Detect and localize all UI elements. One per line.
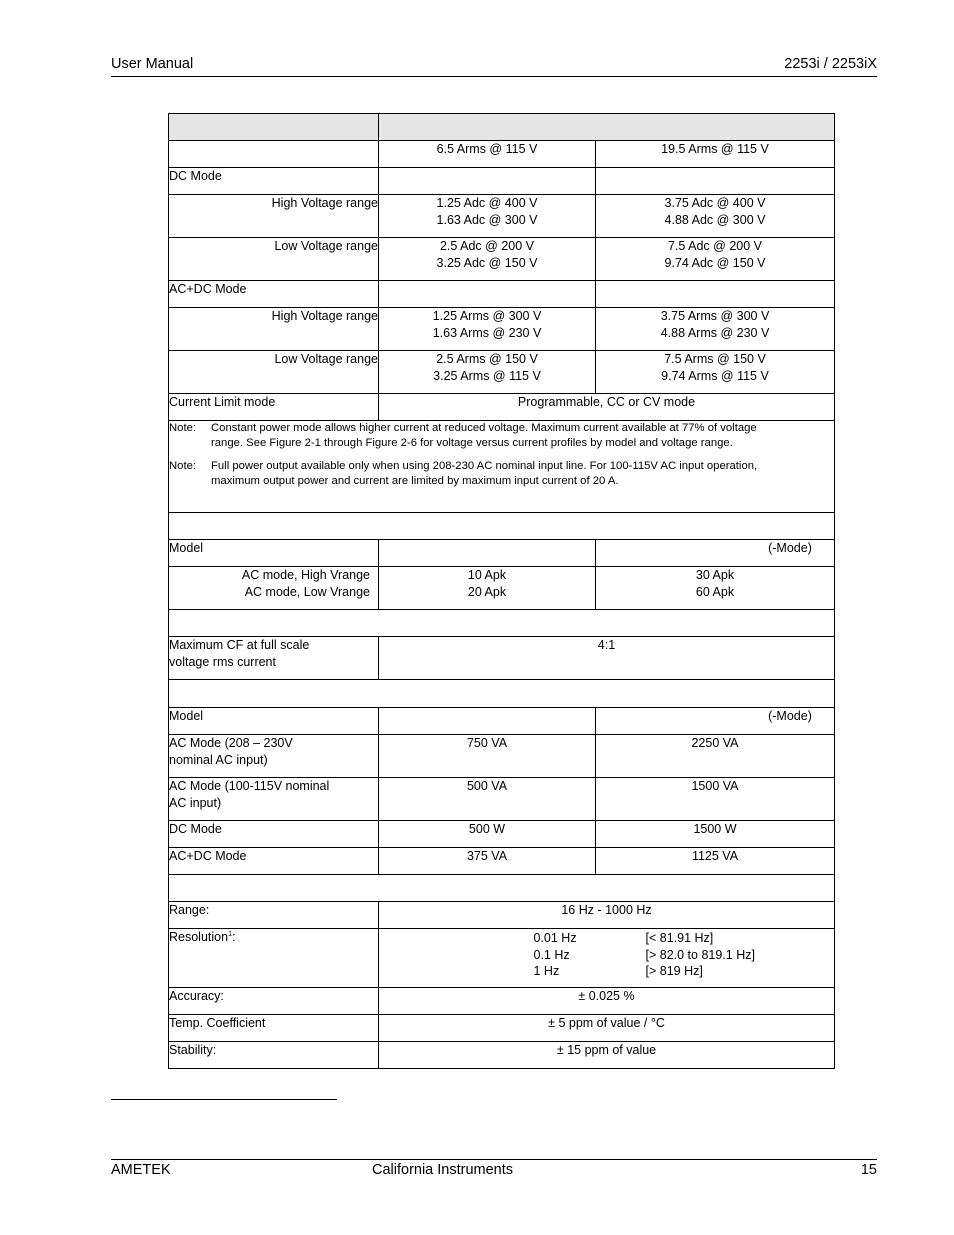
table-row — [169, 988, 835, 1015]
header-model: 2253i / 2253iX — [784, 56, 877, 72]
cell-value: 3.25 Arms @ 115 V — [433, 368, 541, 383]
acdc-mode-label: AC+DC Mode — [169, 281, 379, 308]
cell-value: 2.5 Adc @ 200 V — [439, 239, 534, 253]
model-mode-label: (-Mode) — [768, 709, 812, 723]
cell-value: 1.25 Arms @ 300 V — [432, 309, 542, 323]
note-text: Constant power mode allows higher current at reduced voltage. Maximum current available at 77% of voltage range. See Figure 2-1 through Figure 2-6 for voltage versus current profiles by model and voltage range. — [211, 422, 757, 449]
note-text: Full power output available only when using 208-230 AC nominal input line. For 100-115V AC input operation, maximum output power and current are limited by maximum input current of 20 A. — [211, 460, 758, 487]
stability-label: Stability: — [169, 1042, 379, 1069]
crest-factor-section-header — [169, 610, 835, 637]
current-limit-value: Programmable, CC or CV mode — [379, 394, 835, 421]
dc-low-vrange-label: Low Voltage range — [169, 238, 379, 281]
crest-factor-label: voltage rms current — [169, 654, 276, 669]
power-row-label: nominal AC input) — [169, 752, 268, 767]
table-row — [169, 238, 835, 281]
resolution-range: [> 819 Hz] — [645, 964, 703, 978]
cell-value: 4.88 Arms @ 230 V — [660, 325, 770, 340]
resolution-values — [379, 929, 834, 980]
page-header — [111, 56, 877, 77]
cell-value: 1125 VA — [596, 848, 835, 875]
table-row — [169, 1015, 835, 1042]
cell-value: 750 VA — [379, 735, 596, 778]
resolution-label-text: Resolution — [169, 930, 229, 944]
cell-value: 500 W — [379, 821, 596, 848]
table-row — [169, 168, 835, 195]
table-row — [169, 929, 835, 988]
dc-mode-label: DC Mode — [169, 168, 379, 195]
page-number: 15 — [860, 1162, 877, 1178]
table-row — [169, 141, 835, 168]
page-footer — [111, 1159, 877, 1182]
cell-value: 10 Apk — [467, 568, 507, 582]
cell-value: 1.63 Adc @ 300 V — [436, 212, 538, 227]
cell-value: 4.88 Adc @ 300 V — [664, 212, 766, 227]
table-row — [169, 821, 835, 848]
resolution-label — [169, 929, 379, 988]
acdc-low-vrange-label: Low Voltage range — [169, 351, 379, 394]
table-row — [169, 708, 835, 735]
cell-value: 2.5 Arms @ 150 V — [436, 352, 538, 366]
cell-value: 9.74 Adc @ 150 V — [664, 255, 766, 270]
cell-value: 3.25 Adc @ 150 V — [436, 255, 538, 270]
table-row — [169, 735, 835, 778]
table-row — [169, 902, 835, 929]
table-row — [169, 351, 835, 394]
table-row — [169, 1042, 835, 1069]
power-row-label: AC input) — [169, 795, 222, 810]
peak-current-section-header — [169, 513, 835, 540]
cell-value: 7.5 Adc @ 200 V — [667, 239, 762, 253]
frequency-range-label: Range: — [169, 902, 379, 929]
cell-value: 1500 VA — [596, 778, 835, 821]
table-row — [169, 637, 835, 680]
cell-value: 1.63 Arms @ 230 V — [432, 325, 542, 340]
power-row-label: DC Mode — [169, 821, 379, 848]
resolution-value: 0.1 Hz — [533, 947, 570, 962]
stability-value: ± 15 ppm of value — [379, 1042, 835, 1069]
peak-high-vrange-label: AC mode, High Vrange — [241, 568, 370, 582]
table-row — [169, 308, 835, 351]
header-doc-title: User Manual — [111, 56, 194, 72]
table-row — [169, 567, 835, 610]
power-row-label: AC Mode (208 – 230V — [169, 736, 293, 750]
accuracy-value: ± 0.025 % — [379, 988, 835, 1015]
table-row — [169, 195, 835, 238]
resolution-range: [> 82.0 to 819.1 Hz] — [645, 947, 755, 962]
resolution-value: 0.01 Hz — [533, 931, 577, 945]
cell-value: 500 VA — [379, 778, 596, 821]
cell-value: 1.25 Adc @ 400 V — [436, 196, 538, 210]
note — [169, 421, 834, 450]
power-row-label: AC+DC Mode — [169, 848, 379, 875]
accuracy-label: Accuracy: — [169, 988, 379, 1015]
note-key: Note: — [169, 460, 197, 472]
output-current-section-header — [169, 114, 835, 141]
cell-value: 375 VA — [379, 848, 596, 875]
crest-factor-value: 4:1 — [379, 637, 835, 680]
cell-value: 20 Apk — [467, 584, 507, 599]
frequency-range-value: 16 Hz - 1000 Hz — [379, 902, 835, 929]
temp-coefficient-label: Temp. Coefficient — [169, 1015, 379, 1042]
footer-division: California Instruments — [372, 1162, 514, 1178]
cell-value: 1500 W — [596, 821, 835, 848]
ac-current-2253ix: 19.5 Arms @ 115 V — [596, 141, 835, 168]
table-row — [169, 281, 835, 308]
current-limit-label: Current Limit mode — [169, 394, 379, 421]
peak-low-vrange-label: AC mode, Low Vrange — [244, 584, 370, 599]
notes-row — [169, 421, 835, 513]
resolution-range: [< 81.91 Hz] — [645, 931, 714, 945]
temp-coefficient-value: ± 5 ppm of value / °C — [379, 1015, 835, 1042]
acdc-high-vrange-label: High Voltage range — [169, 308, 379, 351]
footnote-mark: 1 — [228, 930, 232, 938]
model-label: Model — [169, 540, 379, 567]
dc-high-vrange-label: High Voltage range — [169, 195, 379, 238]
table-row — [169, 778, 835, 821]
resolution-value: 1 Hz — [533, 964, 560, 978]
resolution-label-suffix: : — [231, 930, 236, 944]
note-key: Note: — [169, 422, 197, 434]
cell-value: 7.5 Arms @ 150 V — [664, 352, 766, 366]
model-mode-label: (-Mode) — [768, 541, 812, 555]
power-row-label: AC Mode (100-115V nominal — [169, 779, 330, 793]
cell-value: 9.74 Arms @ 115 V — [661, 368, 769, 383]
ac-current-2253i: 6.5 Arms @ 115 V — [379, 141, 596, 168]
cell-value: 30 Apk — [695, 568, 735, 582]
table-row — [169, 848, 835, 875]
cell-value: 3.75 Adc @ 400 V — [664, 196, 766, 210]
cell-value: 3.75 Arms @ 300 V — [660, 309, 770, 323]
table-row — [169, 540, 835, 567]
cell-value: 2250 VA — [596, 735, 835, 778]
specifications-table — [168, 113, 835, 1069]
frequency-section-header — [169, 875, 835, 902]
cell-value: 60 Apk — [695, 584, 735, 599]
power-section-header — [169, 680, 835, 708]
note — [169, 459, 834, 488]
footnote-separator — [111, 1099, 337, 1100]
footer-company: AMETEK — [111, 1162, 171, 1178]
crest-factor-label: Maximum CF at full scale — [169, 638, 310, 652]
model-label: Model — [169, 708, 379, 735]
table-row — [169, 394, 835, 421]
